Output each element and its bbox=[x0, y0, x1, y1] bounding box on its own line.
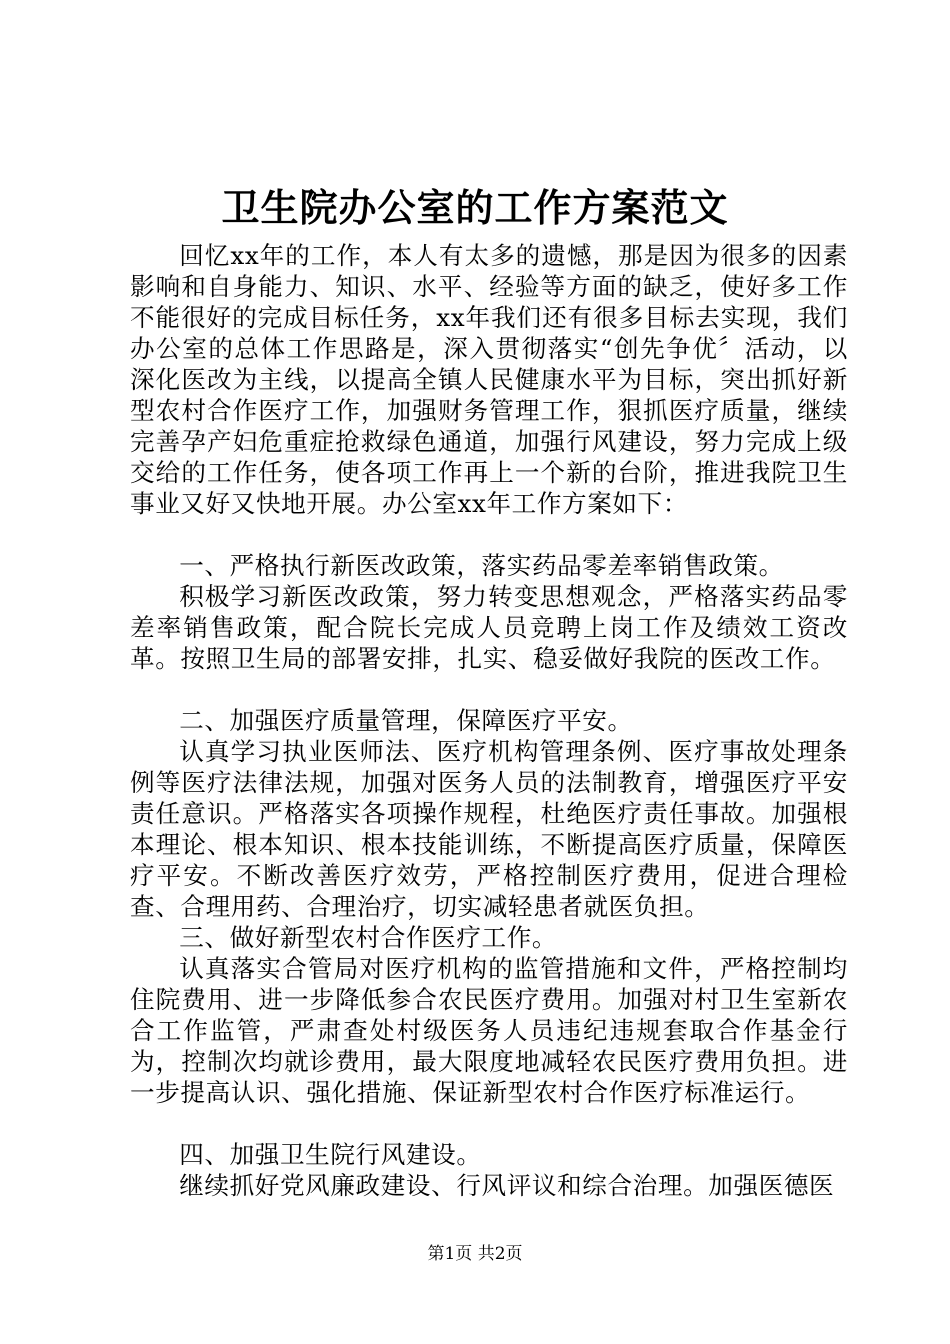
section-1-body: 积极学习新医改政策，努力转变思想观念，严格落实药品零差率销售政策，配合院长完成人员竞聘上岗工作及绩效工资改革。按照卫生局的部署安排，扎实、稳妥做好我院的医改工作。 bbox=[130, 582, 848, 673]
page-number: 第1页 共2页 bbox=[427, 1244, 523, 1264]
section-2-body: 认真学习执业医师法、医疗机构管理条例、医疗事故处理条例等医疗法律法规，加强对医务人员的法制教育，增强医疗平安责任意识。严格落实各项操作规程，杜绝医疗责任事故。加强根本理论、根本知识、根本技能训练，不断提高医疗质量，保障医疗平安。不断改善医疗效劳，严格控制医疗费用，促进合理检查、合理用药、合理治疗，切实减轻患者就医负担。 bbox=[130, 737, 848, 921]
section-3-body: 认真落实合管局对医疗机构的监管措施和文件，严格控制均住院费用、进一步降低参合农民医疗费用。加强对村卫生室新农合工作监管，严肃查处村级医务人员违纪违规套取合作基金行为，控制次均就诊费用，最大限度地减轻农民医疗费用负担。进一步提高认识、强化措施、保证新型农村合作医疗标准运行。 bbox=[130, 954, 848, 1107]
section-3-heading: 三、做好新型农村合作医疗工作。 bbox=[179, 923, 558, 952]
document-title: 卫生院办公室的工作方案范文 bbox=[221, 185, 729, 230]
section-1-heading: 一、严格执行新医改政策，落实药品零差率销售政策。 bbox=[179, 551, 784, 580]
paragraph-gap bbox=[130, 1108, 848, 1139]
document-body bbox=[130, 240, 848, 1201]
paragraph-gap bbox=[130, 519, 848, 550]
intro-paragraph: 回忆xx年的工作，本人有太多的遗憾，那是因为很多的因素影响和自身能力、知识、水平、经验等方面的缺乏，使好多工作不能很好的完成目标任务，xx年我们还有很多目标去实现，我们办公室的总体工作思路是，深入贯彻落实“创先争优〞活动，以深化医改为主线，以提高全镇人民健康水平为目标，突出抓好新型农村合作医疗工作，加强财务管理工作，狠抓医疗质量，继续完善孕产妇危重症抢救绿色通道，加强行风建设，努力完成上级交给的工作任务，使各项工作再上一个新的台阶，推进我院卫生事业又好又快地开展。办公室xx年工作方案如下： bbox=[130, 241, 848, 518]
paragraph-gap bbox=[130, 674, 848, 705]
section-4-body: 继续抓好党风廉政建设、行风评议和综合治理。加强医德医 bbox=[179, 1171, 835, 1200]
section-2-heading: 二、加强医疗质量管理，保障医疗平安。 bbox=[179, 706, 633, 735]
section-4-heading: 四、加强卫生院行风建设。 bbox=[179, 1140, 482, 1169]
